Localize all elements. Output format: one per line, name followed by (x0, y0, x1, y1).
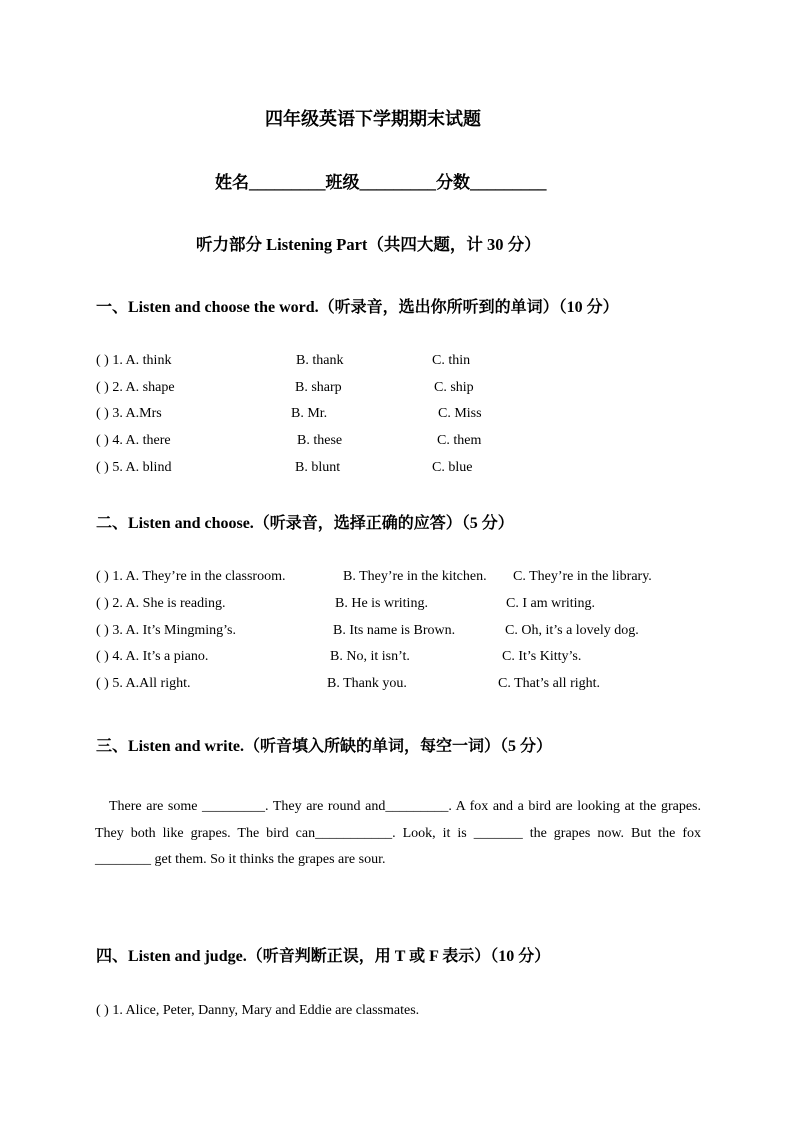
section-3-heading: 三、Listen and write.（听音填入所缺的单词，每空一词）（5 分） (96, 738, 553, 755)
fill-in-paragraph (95, 794, 701, 874)
section-1-heading: 一、Listen and choose the word.（听录音，选出你所听到的单词）（10 分） (96, 299, 619, 316)
question-number-option-a: ( ) 4. A. It’s a piano. (96, 649, 209, 664)
s2-question-4 (96, 649, 736, 669)
s1-question-3 (96, 406, 736, 426)
question-number-option-a: ( ) 3. A. It’s Mingming’s. (96, 623, 237, 638)
option-c: C. them (437, 433, 482, 448)
paragraph-text: There are some _________. They are round and_________. A fox and a bird are looking at the grapes. They both like grapes. The bird can___________. Look, it is _______ the grapes now. But the fox ________ get them. So it thinks the grapes are sour. (95, 799, 701, 867)
question-number-option-a: ( ) 1. A. think (96, 353, 172, 368)
question-number-option-a: ( ) 4. A. there (96, 433, 171, 448)
option-c: C. Miss (438, 406, 482, 421)
question-number-option-a: ( ) 1. A. They’re in the classroom. (96, 569, 286, 584)
option-b: B. They’re in the kitchen. (343, 569, 487, 584)
page-title: 四年级英语下学期期末试题 (265, 109, 481, 129)
question-number-option-a: ( ) 5. A.All right. (96, 676, 191, 691)
section-2-heading: 二、Listen and choose.（听录音，选择正确的应答）（5 分） (96, 515, 514, 532)
option-c: C. They’re in the library. (513, 569, 652, 584)
option-c: C. Oh, it’s a lovely dog. (505, 623, 639, 638)
option-b: B. these (297, 433, 343, 448)
option-c: C. It’s Kitty’s. (502, 649, 582, 664)
question-number-option-a: ( ) 3. A.Mrs (96, 406, 162, 421)
s1-question-5 (96, 460, 736, 480)
s1-question-2 (96, 380, 736, 400)
s4-question-1 (96, 1003, 736, 1023)
s1-question-1 (96, 353, 736, 373)
option-b: B. Thank you. (327, 676, 407, 691)
question-text: ( ) 1. Alice, Peter, Danny, Mary and Eddie are classmates. (96, 1003, 420, 1018)
s2-question-1 (96, 569, 736, 589)
s2-question-5 (96, 676, 736, 696)
option-c: C. ship (434, 380, 474, 395)
question-number-option-a: ( ) 2. A. shape (96, 380, 175, 395)
option-b: B. sharp (295, 380, 342, 395)
student-info-line: 姓名_________班级_________分数_________ (215, 173, 547, 192)
option-b: B. No, it isn’t. (330, 649, 410, 664)
s2-question-3 (96, 623, 736, 643)
option-b: B. Mr. (291, 406, 328, 421)
section-4-heading: 四、Listen and judge.（听音判断正误，用 T 或 F 表示）（10 分） (96, 948, 551, 965)
s2-question-2 (96, 596, 736, 616)
listening-part-heading: 听力部分 Listening Part（共四大题，计 30 分） (196, 235, 541, 254)
option-c: C. blue (432, 460, 473, 475)
option-c: C. That’s all right. (498, 676, 601, 691)
option-b: B. He is writing. (335, 596, 428, 611)
option-c: C. thin (432, 353, 471, 368)
s1-question-4 (96, 433, 736, 453)
question-number-option-a: ( ) 5. A. blind (96, 460, 172, 475)
option-b: B. blunt (295, 460, 341, 475)
question-number-option-a: ( ) 2. A. She is reading. (96, 596, 226, 611)
option-c: C. I am writing. (506, 596, 596, 611)
option-b: B. thank (296, 353, 344, 368)
option-b: B. Its name is Brown. (333, 623, 456, 638)
